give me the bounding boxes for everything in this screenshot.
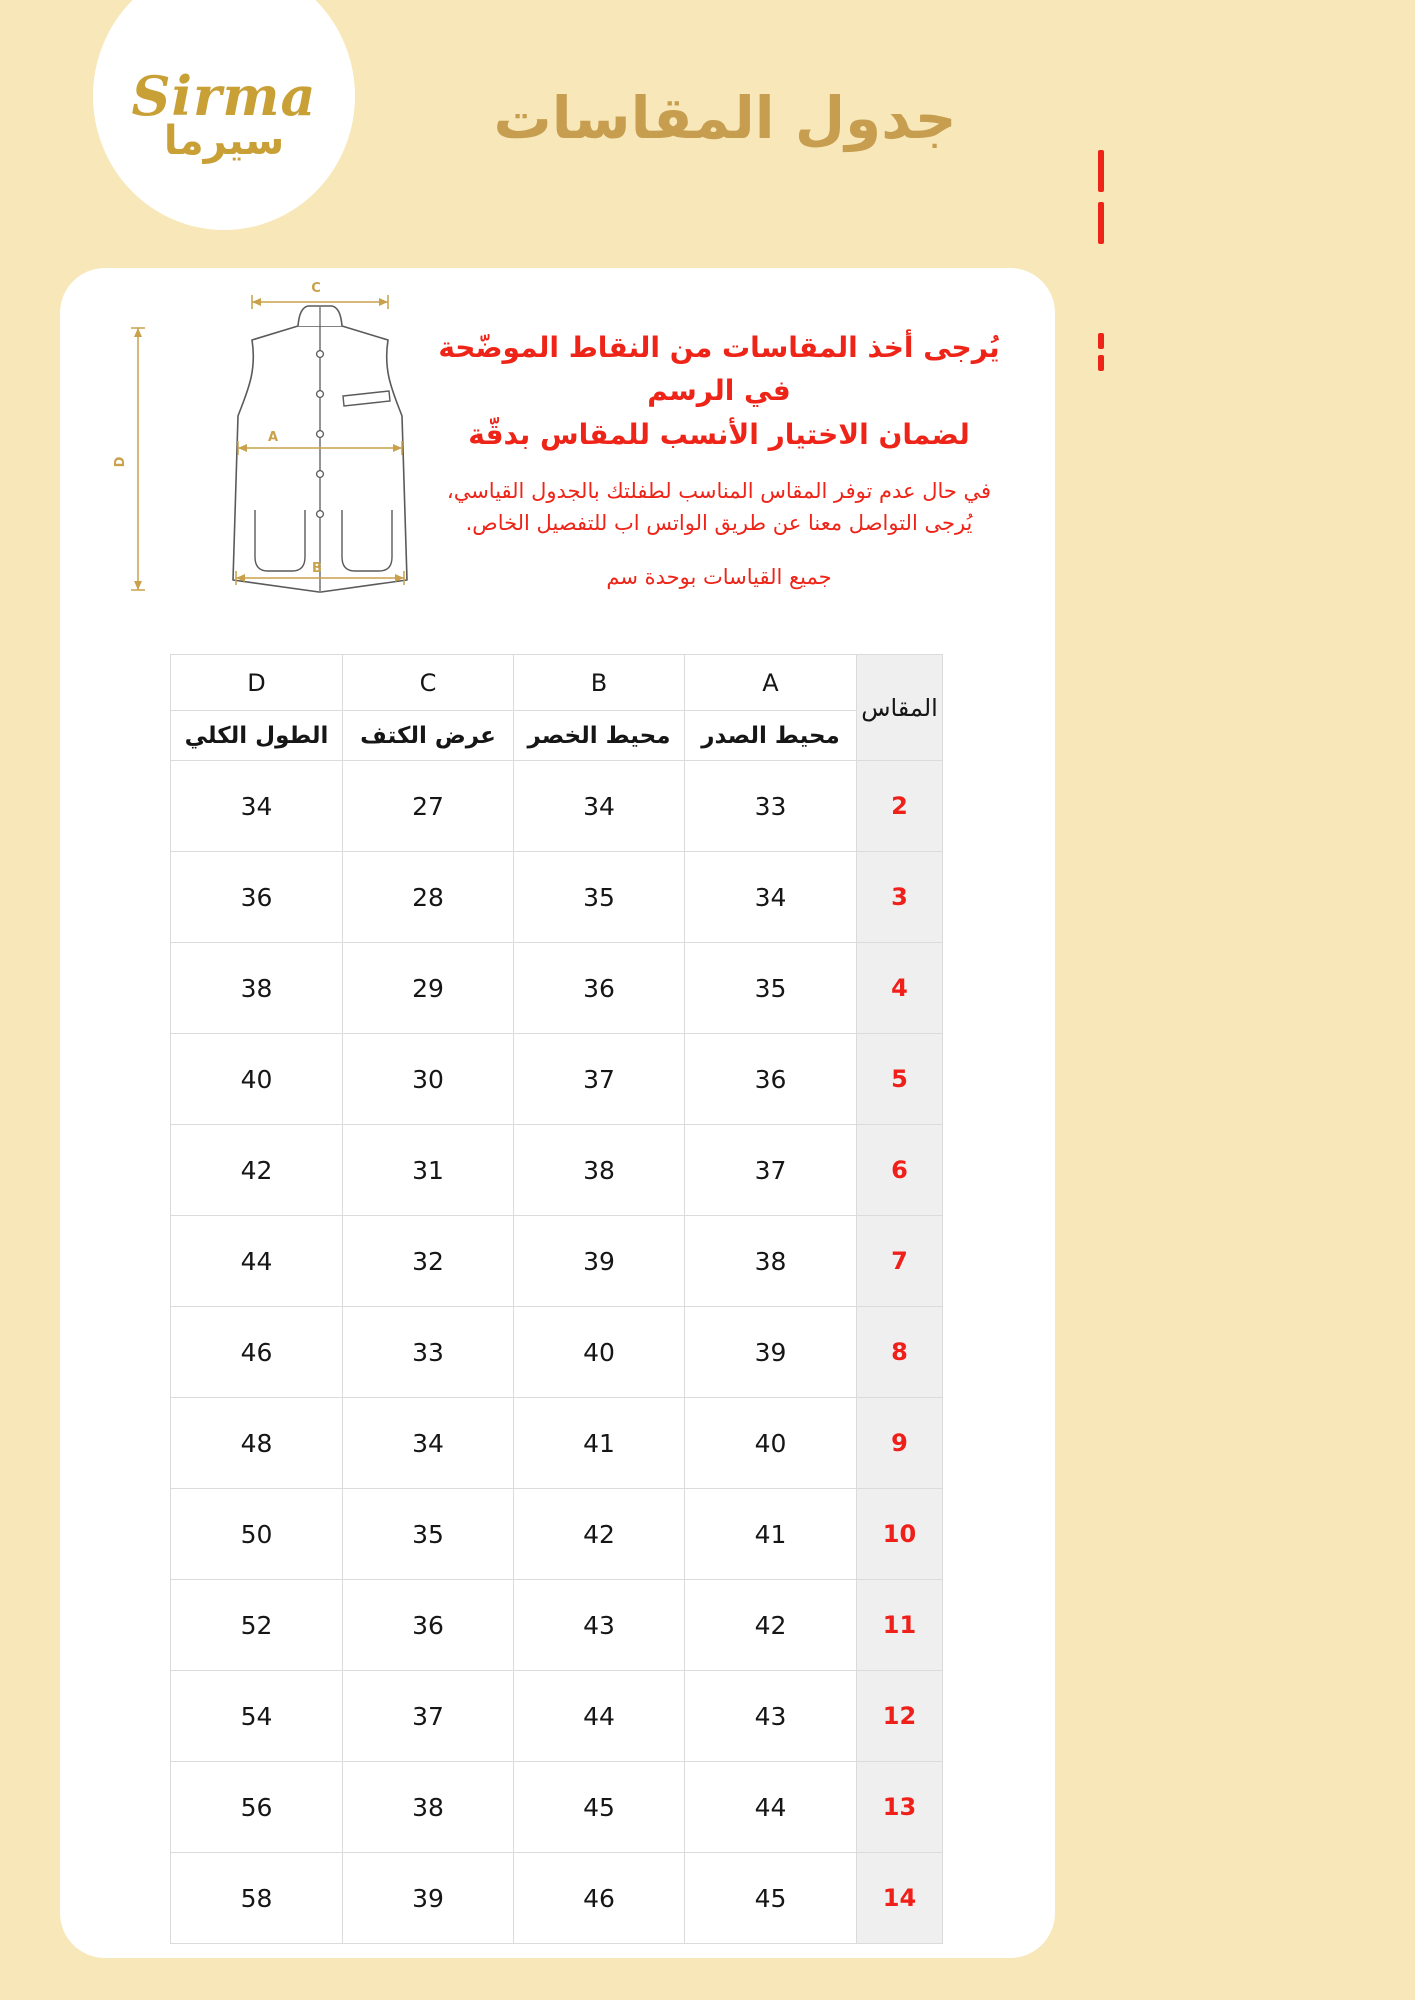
column-c-letter: C <box>343 655 514 711</box>
shoulder-cell: 35 <box>343 1489 514 1580</box>
table-row <box>171 1034 943 1125</box>
chest-cell: 41 <box>685 1489 857 1580</box>
size-cell: 14 <box>857 1853 943 1944</box>
shoulder-cell: 38 <box>343 1762 514 1853</box>
chest-cell: 43 <box>685 1671 857 1762</box>
waist-cell: 37 <box>514 1034 685 1125</box>
size-cell: 11 <box>857 1580 943 1671</box>
vest-left-pocket <box>255 510 305 571</box>
shoulder-cell: 29 <box>343 943 514 1034</box>
waist-cell: 43 <box>514 1580 685 1671</box>
column-d-label: الطول الكلي <box>171 711 343 761</box>
size-table <box>170 654 943 1944</box>
chest-cell: 37 <box>685 1125 857 1216</box>
table-row <box>171 1125 943 1216</box>
table-row <box>171 1307 943 1398</box>
custom-tailoring-note-line1: في حال عدم توفر المقاس المناسب لطفلتك بالجدول القياسي، <box>446 479 992 504</box>
size-cell: 8 <box>857 1307 943 1398</box>
column-c-label: عرض الكتف <box>343 711 514 761</box>
length-cell: 34 <box>171 761 343 852</box>
size-cell: 3 <box>857 852 943 943</box>
shoulder-cell: 37 <box>343 1671 514 1762</box>
dimension-d-label: D <box>113 456 128 468</box>
table-row <box>171 1671 943 1762</box>
column-b-letter: B <box>514 655 685 711</box>
column-d-letter: D <box>171 655 343 711</box>
waist-cell: 40 <box>514 1307 685 1398</box>
table-row <box>171 761 943 852</box>
chest-cell: 33 <box>685 761 857 852</box>
length-cell: 58 <box>171 1853 343 1944</box>
shoulder-cell: 34 <box>343 1398 514 1489</box>
waist-cell: 38 <box>514 1125 685 1216</box>
table-row <box>171 1580 943 1671</box>
length-cell: 56 <box>171 1762 343 1853</box>
chest-cell: 39 <box>685 1307 857 1398</box>
waist-cell: 36 <box>514 943 685 1034</box>
column-b-label: محيط الخصر <box>514 711 685 761</box>
instruction-main-line2: لضمان الاختيار الأنسب للمقاس بدقّة <box>468 417 970 451</box>
length-cell: 40 <box>171 1034 343 1125</box>
table-row <box>171 943 943 1034</box>
chest-cell: 35 <box>685 943 857 1034</box>
table-row <box>171 1398 943 1489</box>
dimension-d <box>131 328 145 590</box>
chest-cell: 45 <box>685 1853 857 1944</box>
size-cell: 4 <box>857 943 943 1034</box>
shoulder-cell: 36 <box>343 1580 514 1671</box>
shoulder-cell: 39 <box>343 1853 514 1944</box>
table-row <box>171 1853 943 1944</box>
waist-cell: 34 <box>514 761 685 852</box>
chest-cell: 34 <box>685 852 857 943</box>
size-cell: 7 <box>857 1216 943 1307</box>
shoulder-cell: 27 <box>343 761 514 852</box>
size-guide-card <box>60 268 1055 1958</box>
custom-tailoring-note-line2: يُرجى التواصل معنا عن طريق الواتس اب للتفصيل الخاص. <box>465 510 973 535</box>
vest-measurement-diagram <box>105 280 435 620</box>
shoulder-cell: 30 <box>343 1034 514 1125</box>
table-row <box>171 1216 943 1307</box>
waist-cell: 45 <box>514 1762 685 1853</box>
chest-cell: 42 <box>685 1580 857 1671</box>
brand-logo-arabic: سيرما <box>163 118 285 164</box>
dimension-c-label: C <box>311 281 321 296</box>
instruction-main-line1: يُرجى أخذ المقاسات من النقاط الموضّحة في الرسم <box>438 331 1000 408</box>
size-cell: 13 <box>857 1762 943 1853</box>
dimension-b-label: B <box>312 561 322 576</box>
size-cell: 12 <box>857 1671 943 1762</box>
chest-cell: 44 <box>685 1762 857 1853</box>
brand-logo <box>93 0 355 230</box>
shoulder-cell: 31 <box>343 1125 514 1216</box>
waist-cell: 39 <box>514 1216 685 1307</box>
waist-cell: 44 <box>514 1671 685 1762</box>
size-cell: 5 <box>857 1034 943 1125</box>
waist-cell: 41 <box>514 1398 685 1489</box>
measurement-instructions <box>418 326 1020 589</box>
length-cell: 54 <box>171 1671 343 1762</box>
shoulder-cell: 32 <box>343 1216 514 1307</box>
table-header-letters-row <box>171 655 943 711</box>
edge-artifact-top <box>1098 150 1104 192</box>
chest-cell: 38 <box>685 1216 857 1307</box>
shoulder-cell: 33 <box>343 1307 514 1398</box>
length-cell: 50 <box>171 1489 343 1580</box>
size-table-body <box>171 761 943 1944</box>
length-cell: 52 <box>171 1580 343 1671</box>
chest-cell: 40 <box>685 1398 857 1489</box>
size-cell: 2 <box>857 761 943 852</box>
length-cell: 44 <box>171 1216 343 1307</box>
length-cell: 46 <box>171 1307 343 1398</box>
page-title: جدول المقاسات <box>493 84 957 152</box>
brand-logo-latin: Sirma <box>131 64 317 128</box>
length-cell: 48 <box>171 1398 343 1489</box>
dimension-a-label: A <box>267 430 279 445</box>
waist-cell: 35 <box>514 852 685 943</box>
column-a-letter: A <box>685 655 857 711</box>
length-cell: 38 <box>171 943 343 1034</box>
table-row <box>171 852 943 943</box>
size-column-header: المقاس <box>857 655 943 761</box>
length-cell: 42 <box>171 1125 343 1216</box>
size-cell: 6 <box>857 1125 943 1216</box>
units-note: جميع القياسات بوحدة سم <box>606 565 832 590</box>
shoulder-cell: 28 <box>343 852 514 943</box>
table-row <box>171 1489 943 1580</box>
table-row <box>171 1762 943 1853</box>
column-a-label: محيط الصدر <box>685 711 857 761</box>
size-cell: 10 <box>857 1489 943 1580</box>
length-cell: 36 <box>171 852 343 943</box>
size-cell: 9 <box>857 1398 943 1489</box>
vest-right-pocket <box>342 510 392 571</box>
table-header-labels-row <box>171 711 943 761</box>
chest-cell: 36 <box>685 1034 857 1125</box>
edge-artifact-bottom <box>1098 333 1104 349</box>
waist-cell: 46 <box>514 1853 685 1944</box>
waist-cell: 42 <box>514 1489 685 1580</box>
